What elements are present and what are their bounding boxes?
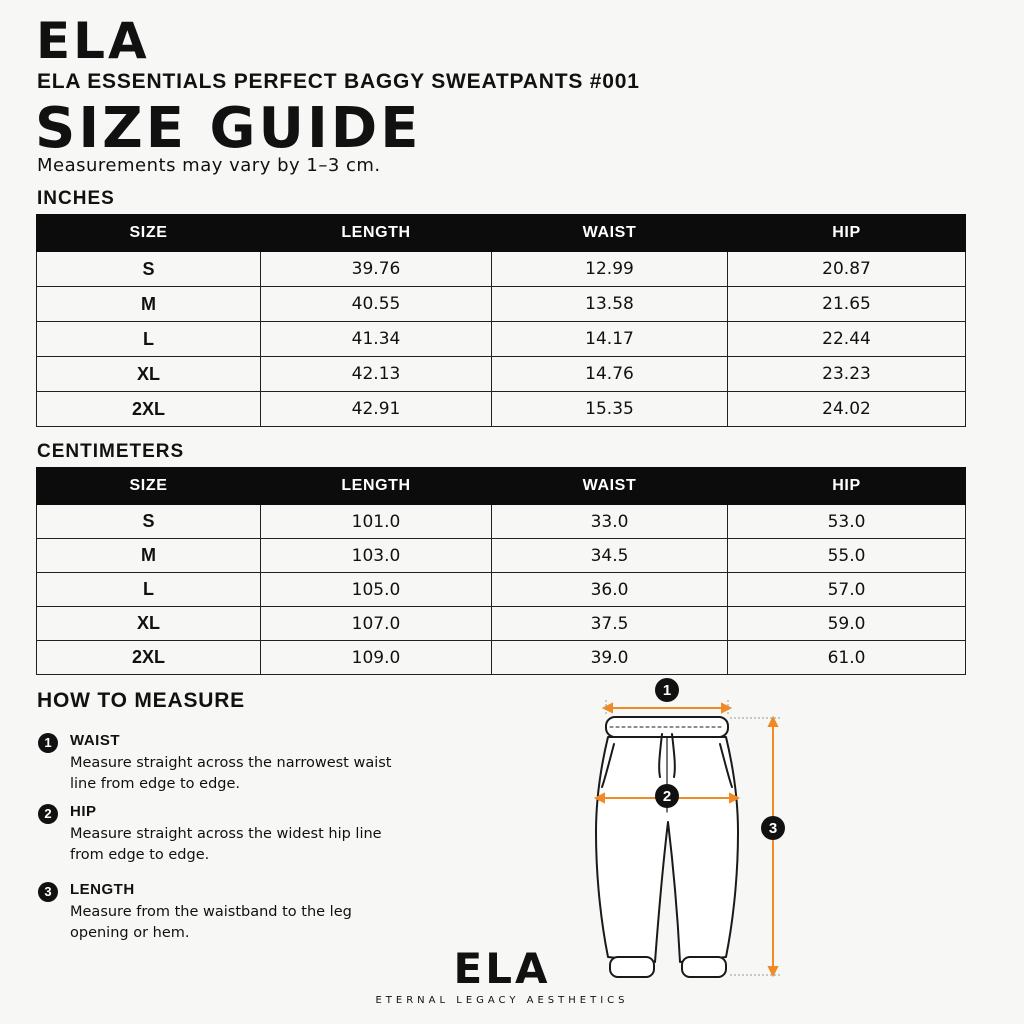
- measurement-cell: 103.0: [261, 539, 492, 573]
- size-cell: L: [37, 573, 261, 607]
- measurement-cell: 57.0: [728, 573, 966, 607]
- measurement-cell: 42.13: [261, 357, 492, 392]
- table-row: [37, 539, 966, 573]
- measurement-cell: 23.23: [728, 357, 966, 392]
- size-cell: 2XL: [37, 392, 261, 427]
- table-row: [37, 357, 966, 392]
- step-name: WAIST: [70, 732, 120, 749]
- step-number-badge: 2: [38, 804, 58, 824]
- step-description: Measure from the waistband to the leg opening or hem.: [70, 904, 352, 941]
- page-title: SIZE GUIDE: [35, 96, 422, 161]
- measurement-cell: 55.0: [728, 539, 966, 573]
- marker-1-badge: [655, 678, 679, 702]
- measurement-cell: 107.0: [261, 607, 492, 641]
- footer-tagline: ETERNAL LEGACY AESTHETICS: [375, 995, 629, 1006]
- table-row: [37, 322, 966, 357]
- size-cell: S: [37, 252, 261, 287]
- inches-section-label: INCHES: [37, 188, 115, 209]
- measurement-cell: 14.76: [492, 357, 728, 392]
- measurement-cell: 109.0: [261, 641, 492, 675]
- column-header: WAIST: [492, 215, 728, 252]
- measurement-cell: 61.0: [728, 641, 966, 675]
- marker-3-badge: [761, 816, 785, 840]
- column-header: LENGTH: [261, 215, 492, 252]
- size-cell: L: [37, 322, 261, 357]
- marker-3-label: 3: [768, 820, 778, 837]
- table-row: [37, 607, 966, 641]
- table-row: [37, 392, 966, 427]
- step-description: Measure straight across the narrowest waist line from edge to edge.: [70, 755, 392, 792]
- measurement-cell: 39.76: [261, 252, 492, 287]
- size-cell: XL: [37, 607, 261, 641]
- table-row: [37, 252, 966, 287]
- measurement-cell: 21.65: [728, 287, 966, 322]
- product-name: ELA ESSENTIALS PERFECT BAGGY SWEATPANTS #001: [37, 70, 640, 93]
- step-description: Measure straight across the widest hip line from edge to edge.: [70, 826, 382, 863]
- size-cell: M: [37, 287, 261, 322]
- measurement-cell: 14.17: [492, 322, 728, 357]
- brand-logo: ELA: [36, 12, 150, 70]
- marker-2-label: 2: [662, 788, 672, 805]
- measurement-cell: 101.0: [261, 505, 492, 539]
- measurement-note: Measurements may vary by 1–3 cm.: [37, 155, 381, 176]
- measurement-cell: 13.58: [492, 287, 728, 322]
- table-row: [37, 287, 966, 322]
- measurement-cell: 59.0: [728, 607, 966, 641]
- measurement-cell: 39.0: [492, 641, 728, 675]
- step-number-badge: 3: [38, 882, 58, 902]
- centimeters-size-table: [36, 467, 966, 675]
- measurement-cell: 12.99: [492, 252, 728, 287]
- waist-measure-arrow: [604, 700, 730, 716]
- column-header: HIP: [728, 215, 966, 252]
- size-cell: S: [37, 505, 261, 539]
- measurement-cell: 22.44: [728, 322, 966, 357]
- size-cell: 2XL: [37, 641, 261, 675]
- sweatpants-outline-icon: [596, 717, 738, 977]
- marker-1-label: 1: [662, 682, 672, 699]
- measurement-cell: 20.87: [728, 252, 966, 287]
- footer-brand-logo: ELA: [453, 944, 551, 993]
- measurement-cell: 41.34: [261, 322, 492, 357]
- marker-2-badge: [655, 784, 679, 808]
- how-to-measure-heading: HOW TO MEASURE: [37, 689, 245, 712]
- column-header: LENGTH: [261, 468, 492, 505]
- sweatpants-measurement-diagram: [580, 672, 810, 984]
- table-row: [37, 505, 966, 539]
- table-row: [37, 641, 966, 675]
- measurement-cell: 34.5: [492, 539, 728, 573]
- step-name: HIP: [70, 803, 97, 820]
- measurement-cell: 24.02: [728, 392, 966, 427]
- measurement-cell: 40.55: [261, 287, 492, 322]
- measurement-cell: 36.0: [492, 573, 728, 607]
- measurement-cell: 37.5: [492, 607, 728, 641]
- column-header: SIZE: [37, 215, 261, 252]
- step-number-badge: 1: [38, 733, 58, 753]
- table-header-row: [37, 215, 966, 252]
- size-cell: XL: [37, 357, 261, 392]
- table-header-row: [37, 468, 966, 505]
- inches-size-table: [36, 214, 966, 427]
- centimeters-section-label: CENTIMETERS: [37, 441, 185, 462]
- column-header: SIZE: [37, 468, 261, 505]
- size-cell: M: [37, 539, 261, 573]
- measurement-cell: 42.91: [261, 392, 492, 427]
- column-header: HIP: [728, 468, 966, 505]
- measurement-cell: 33.0: [492, 505, 728, 539]
- step-name: LENGTH: [70, 881, 135, 898]
- table-row: [37, 573, 966, 607]
- measurement-cell: 105.0: [261, 573, 492, 607]
- measurement-cell: 53.0: [728, 505, 966, 539]
- measurement-cell: 15.35: [492, 392, 728, 427]
- column-header: WAIST: [492, 468, 728, 505]
